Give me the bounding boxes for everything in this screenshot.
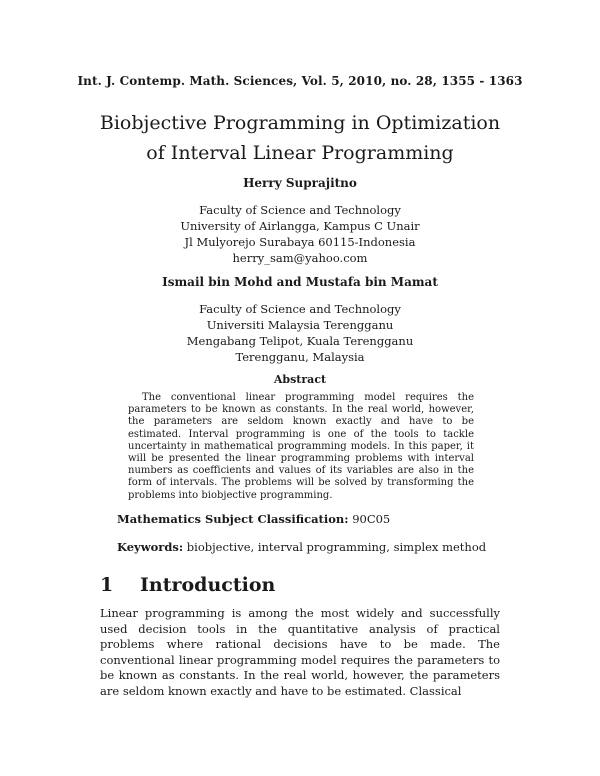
msc-label: Mathematics Subject Classification: — [117, 512, 349, 526]
affiliation-line: Terengganu, Malaysia — [235, 350, 365, 364]
msc-value: 90C05 — [352, 512, 391, 526]
author-1-affiliation — [0, 202, 600, 266]
affiliation-line: Faculty of Science and Technology — [199, 203, 401, 217]
affiliation-line: Mengabang Telipot, Kuala Terengganu — [186, 334, 414, 348]
affiliation-line: Universiti Malaysia Terengganu — [206, 318, 394, 332]
title-line-1: Biobjective Programming in Optimization — [99, 112, 501, 134]
author-1-email: herry_sam@yahoo.com — [232, 251, 368, 265]
keywords-label: Keywords: — [117, 540, 184, 554]
keywords-line — [117, 540, 486, 554]
title-line-2: of Interval Linear Programming — [146, 142, 454, 164]
introduction-text: Linear programming is among the most widely and successfully used decision tools in the quantitative analysis of practical problems where rational decisions have to be made. The conventional linear programming model requires the parameters to be known as constants. In the real world, however, the parameters are seldom known exactly and have to be estimated. Classical — [100, 606, 500, 698]
affiliation-line: Jl Mulyorejo Surabaya 60115-Indonesia — [184, 235, 416, 249]
section-heading — [100, 574, 275, 596]
section-title: Introduction — [140, 574, 276, 596]
author-2-affiliation — [0, 301, 600, 365]
journal-header: Int. J. Contemp. Math. Sciences, Vol. 5, 2010, no. 28, 1355 - 1363 — [77, 74, 523, 88]
keywords-value: biobjective, interval programming, simplex method — [186, 540, 487, 554]
author-2-name: Ismail bin Mohd and Mustafa bin Mamat — [162, 275, 438, 289]
abstract-heading: Abstract — [273, 373, 327, 386]
affiliation-line: Faculty of Science and Technology — [199, 302, 401, 316]
affiliation-line: University of Airlangga, Kampus C Unair — [180, 219, 420, 233]
msc-line — [117, 512, 390, 526]
abstract-text: The conventional linear programming model requires the parameters to be known as constants. In the real world, however, the parameters are seldom known exactly and have to be estimated. Interval programming is one of the tools to tackle uncertainty in mathematical programming models. In this paper, it will be presented the linear programming problems with interval numbers as coefficients and values of its variables are also in the form of intervals. The problems will be solved by transforming the problems into biobjective programming. — [128, 392, 474, 501]
section-number: 1 — [100, 574, 114, 596]
author-1-name: Herry Suprajitno — [243, 176, 357, 190]
